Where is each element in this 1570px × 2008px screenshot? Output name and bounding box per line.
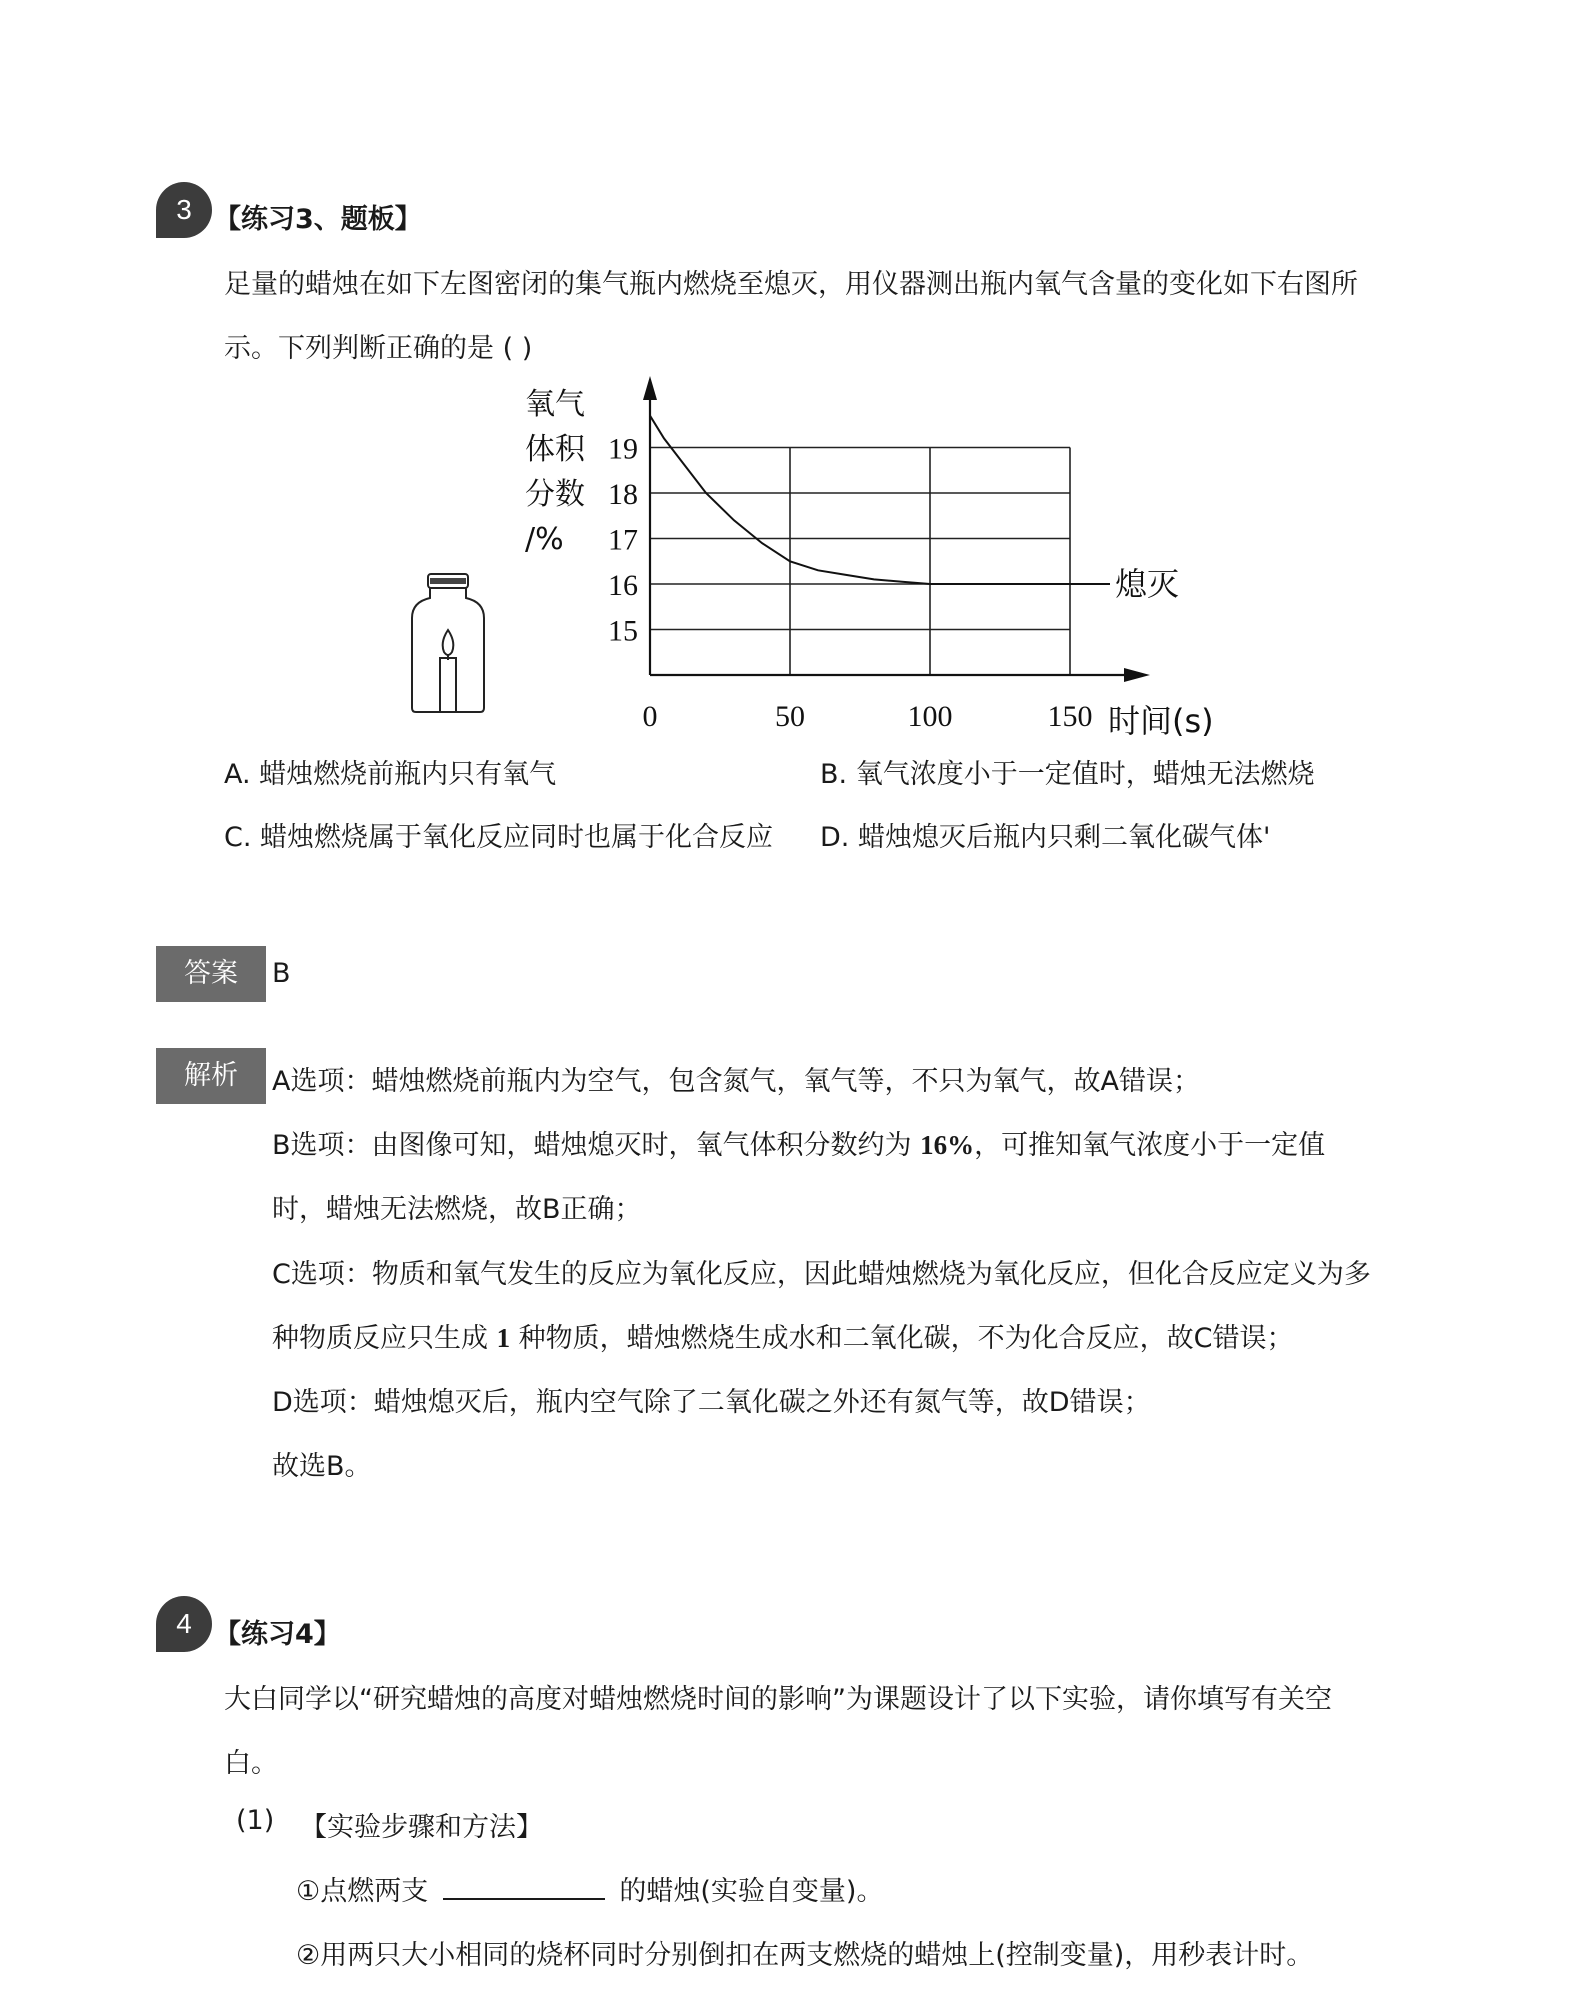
step-text: ①点燃两支	[296, 1876, 437, 1907]
analysis-text: ，可推知氧气浓度小于一定值	[974, 1130, 1326, 1161]
question-stem: 示。下列判断正确的是 ( )	[224, 333, 533, 364]
analysis-tag: 解析	[156, 1048, 266, 1104]
sub-question-title: 【实验步骤和方法】	[300, 1812, 543, 1843]
analysis-line: D选项：蜡烛熄灭后，瓶内空气除了二氧化碳之外还有氮气等，故D错误；	[272, 1387, 1151, 1418]
analysis-line: 故选B。	[272, 1451, 372, 1482]
y-tick-label: 16	[608, 569, 638, 602]
question-title: 【练习3、题板】	[214, 204, 422, 235]
analysis-line	[272, 1123, 1325, 1162]
y-tick-label: 15	[608, 614, 638, 648]
question-stem: 足量的蜡烛在如下左图密闭的集气瓶内燃烧至熄灭，用仪器测出瓶内氧气含量的变化如下右图所	[224, 269, 1358, 300]
option-a[interactable]: A. 蜡烛燃烧前瓶内只有氧气	[224, 759, 557, 790]
step-line: ②用两只大小相同的烧杯同时分别倒扣在两支燃烧的蜡烛上(控制变量)，用秒表计时。	[296, 1940, 1314, 1971]
option-d[interactable]: D. 蜡烛熄灭后瓶内只剩二氧化碳气体'	[820, 822, 1271, 853]
analysis-text: 种物质反应只生成	[272, 1323, 497, 1354]
x-axis-label: 时间(s)	[1108, 702, 1214, 740]
annotation-label: 熄灭	[1115, 565, 1180, 603]
answer-tag: 答案	[156, 946, 266, 1002]
answer-value: B	[272, 958, 291, 989]
analysis-line	[272, 1316, 1294, 1355]
step-line	[296, 1869, 883, 1908]
y-tick-label: 18	[608, 478, 638, 511]
analysis-line: 时，蜡烛无法燃烧，故B正确；	[272, 1194, 642, 1225]
y-axis-label: 体积	[525, 432, 585, 467]
y-tick-label: 19	[608, 432, 638, 466]
analysis-line: C选项：物质和氧气发生的反应为氧化反应，因此蜡烛燃烧为氧化反应，但化合反应定义为多	[272, 1259, 1371, 1290]
analysis-text: B选项：由图像可知，蜡烛熄灭时，氧气体积分数约为	[272, 1130, 921, 1161]
analysis-value: 16%	[920, 1130, 975, 1160]
analysis-value: 1	[496, 1323, 511, 1353]
fill-in-blank[interactable]	[443, 1876, 605, 1900]
option-b[interactable]: B. 氧气浓度小于一定值时，蜡烛无法燃烧	[820, 759, 1315, 790]
question-number-badge: 3	[156, 182, 212, 238]
y-axis-label: /%	[525, 522, 564, 557]
question-stem: 大白同学以“研究蜡烛的高度对蜡烛燃烧时间的影响”为课题设计了以下实验，请你填写有关空	[224, 1684, 1332, 1715]
x-tick-label: 50	[775, 700, 805, 733]
y-axis-label: 分数	[525, 477, 585, 512]
question-title: 【练习4】	[214, 1619, 341, 1650]
x-tick-label: 100	[907, 700, 953, 733]
x-tick-label: 0	[642, 700, 658, 733]
option-c[interactable]: C. 蜡烛燃烧属于氧化反应同时也属于化合反应	[224, 822, 774, 853]
sub-question-label: (1)	[236, 1805, 275, 1836]
question-stem: 白。	[224, 1748, 278, 1779]
y-tick-label: 17	[608, 523, 638, 557]
analysis-line: A选项：蜡烛燃烧前瓶内为空气，包含氮气，氧气等，不只为氧气，故A错误；	[272, 1066, 1200, 1097]
y-axis-arrow	[643, 376, 657, 400]
x-axis-arrow	[1124, 668, 1150, 682]
step-text: 的蜡烛(实验自变量)。	[610, 1876, 884, 1907]
question-number-badge: 4	[156, 1596, 212, 1652]
y-axis-label: 氧气	[525, 387, 585, 422]
series-line	[650, 416, 1070, 584]
analysis-text: 种物质，蜡烛燃烧生成水和二氧化碳，不为化合反应，故C错误；	[510, 1323, 1294, 1354]
oxygen-chart	[500, 370, 1230, 740]
x-tick-label: 150	[1047, 700, 1093, 733]
candle-jar-figure	[400, 570, 500, 720]
